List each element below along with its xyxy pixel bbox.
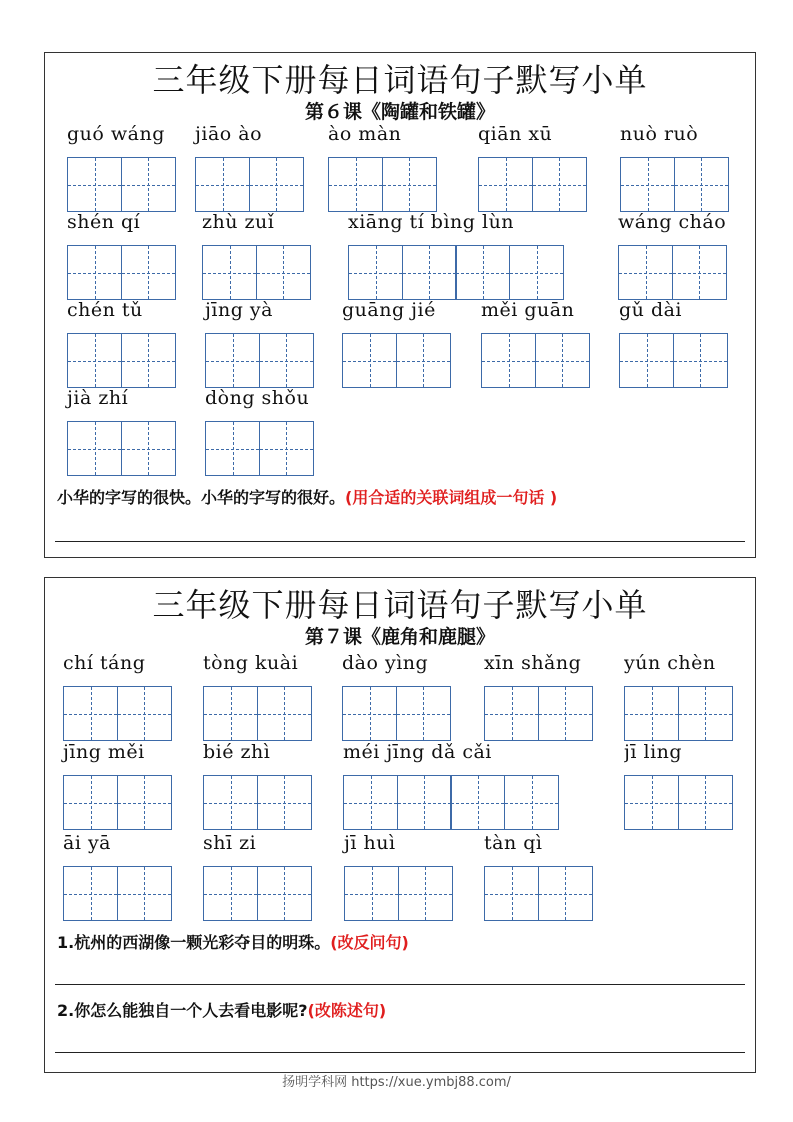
tianzige-cell[interactable] bbox=[121, 333, 176, 388]
pinyin-label: tàn qì bbox=[484, 832, 543, 854]
tianzige-cell[interactable] bbox=[67, 333, 122, 388]
question-2-text: 2.你怎么能独自一个人去看电影呢? bbox=[57, 1001, 308, 1020]
pinyin-label: jīng yà bbox=[205, 299, 273, 321]
pinyin-label: guó wáng bbox=[67, 123, 165, 145]
tianzige-cell[interactable] bbox=[450, 775, 505, 830]
writing-grid bbox=[342, 686, 451, 741]
tianzige-cell[interactable] bbox=[63, 866, 118, 921]
question-1-text: 1.杭州的西湖像一颗光彩夺目的明珠。 bbox=[57, 933, 331, 952]
tianzige-cell[interactable] bbox=[117, 686, 172, 741]
tianzige-cell[interactable] bbox=[678, 686, 733, 741]
sentence-text: 小华的字写的很快。小华的字写的很好。 bbox=[57, 488, 346, 507]
tianzige-cell[interactable] bbox=[257, 686, 312, 741]
tianzige-cell[interactable] bbox=[202, 245, 257, 300]
pinyin-label: bié zhì bbox=[203, 741, 271, 763]
answer-line-1[interactable] bbox=[55, 984, 745, 985]
tianzige-cell[interactable] bbox=[398, 866, 453, 921]
tianzige-cell[interactable] bbox=[535, 333, 590, 388]
tianzige-cell[interactable] bbox=[203, 686, 258, 741]
tianzige-cell[interactable] bbox=[478, 157, 533, 212]
pinyin-label: jī ling bbox=[624, 741, 683, 763]
tianzige-cell[interactable] bbox=[205, 421, 260, 476]
worksheet-title: 三年级下册每日词语句子默写小单 bbox=[152, 586, 648, 624]
pinyin-label: nuò ruò bbox=[620, 123, 699, 145]
tianzige-cell[interactable] bbox=[259, 333, 314, 388]
tianzige-cell[interactable] bbox=[257, 866, 312, 921]
tianzige-cell[interactable] bbox=[620, 157, 675, 212]
tianzige-cell[interactable] bbox=[396, 333, 451, 388]
tianzige-cell[interactable] bbox=[402, 245, 457, 300]
writing-grid bbox=[342, 333, 451, 388]
tianzige-cell[interactable] bbox=[382, 157, 437, 212]
question-1-instruction: (改反问句) bbox=[330, 933, 409, 952]
tianzige-cell[interactable] bbox=[342, 686, 397, 741]
pinyin-label: guāng jié bbox=[342, 299, 436, 321]
tianzige-cell[interactable] bbox=[484, 686, 539, 741]
pinyin-label: jià zhí bbox=[67, 387, 129, 409]
question-2 bbox=[57, 998, 386, 1021]
tianzige-cell[interactable] bbox=[256, 245, 311, 300]
tianzige-cell[interactable] bbox=[618, 245, 673, 300]
pinyin-label: qiān xū bbox=[478, 123, 553, 145]
writing-grid bbox=[203, 775, 312, 830]
writing-grid bbox=[478, 157, 587, 212]
answer-line-2[interactable] bbox=[55, 1052, 745, 1053]
pinyin-label: zhù zuǐ bbox=[202, 211, 275, 233]
sentence-instruction: (用合适的关联词组成一句话 ) bbox=[345, 488, 558, 507]
tianzige-cell[interactable] bbox=[257, 775, 312, 830]
tianzige-cell[interactable] bbox=[538, 686, 593, 741]
writing-grid bbox=[203, 686, 312, 741]
tianzige-cell[interactable] bbox=[619, 333, 674, 388]
tianzige-cell[interactable] bbox=[117, 775, 172, 830]
footer-watermark: 扬明学科网 https://xue.ymbj88.com/ bbox=[282, 1075, 511, 1090]
tianzige-cell[interactable] bbox=[121, 245, 176, 300]
tianzige-cell[interactable] bbox=[672, 245, 727, 300]
tianzige-cell[interactable] bbox=[455, 245, 510, 300]
tianzige-cell[interactable] bbox=[624, 775, 679, 830]
pinyin-label: āi yā bbox=[63, 832, 112, 854]
tianzige-cell[interactable] bbox=[484, 866, 539, 921]
tianzige-cell[interactable] bbox=[121, 157, 176, 212]
tianzige-cell[interactable] bbox=[678, 775, 733, 830]
writing-grid bbox=[619, 333, 728, 388]
writing-grid bbox=[67, 421, 176, 476]
tianzige-cell[interactable] bbox=[195, 157, 250, 212]
tianzige-cell[interactable] bbox=[343, 775, 398, 830]
pinyin-label: yún chèn bbox=[624, 652, 716, 674]
tianzige-cell[interactable] bbox=[538, 866, 593, 921]
tianzige-cell[interactable] bbox=[67, 421, 122, 476]
pinyin-label: tòng kuài bbox=[203, 652, 299, 674]
pinyin-label: jiāo ào bbox=[195, 123, 263, 145]
tianzige-cell[interactable] bbox=[624, 686, 679, 741]
tianzige-cell[interactable] bbox=[121, 421, 176, 476]
writing-grid bbox=[67, 333, 176, 388]
tianzige-cell[interactable] bbox=[504, 775, 559, 830]
pinyin-label: jī huì bbox=[344, 832, 396, 854]
tianzige-cell[interactable] bbox=[63, 775, 118, 830]
tianzige-cell[interactable] bbox=[481, 333, 536, 388]
worksheet-title: 三年级下册每日词语句子默写小单 bbox=[152, 61, 648, 99]
tianzige-cell[interactable] bbox=[674, 157, 729, 212]
pinyin-label: gǔ dài bbox=[619, 299, 683, 321]
pinyin-label: chén tǔ bbox=[67, 299, 143, 321]
tianzige-cell[interactable] bbox=[509, 245, 564, 300]
tianzige-cell[interactable] bbox=[63, 686, 118, 741]
tianzige-cell[interactable] bbox=[249, 157, 304, 212]
writing-grid bbox=[484, 686, 593, 741]
writing-grid bbox=[63, 775, 172, 830]
tianzige-cell[interactable] bbox=[67, 157, 122, 212]
question-1 bbox=[57, 930, 409, 953]
pinyin-label: měi guān bbox=[481, 299, 575, 321]
tianzige-cell[interactable] bbox=[117, 866, 172, 921]
writing-grid bbox=[67, 245, 176, 300]
tianzige-cell[interactable] bbox=[67, 245, 122, 300]
tianzige-cell[interactable] bbox=[673, 333, 728, 388]
answer-line[interactable] bbox=[55, 541, 745, 542]
pinyin-label: dào yìng bbox=[342, 652, 429, 674]
tianzige-cell[interactable] bbox=[532, 157, 587, 212]
tianzige-cell[interactable] bbox=[328, 157, 383, 212]
writing-grid bbox=[328, 157, 437, 212]
tianzige-cell[interactable] bbox=[397, 775, 452, 830]
tianzige-cell[interactable] bbox=[203, 866, 258, 921]
writing-grid bbox=[484, 866, 593, 921]
tianzige-cell[interactable] bbox=[205, 333, 260, 388]
writing-grid bbox=[624, 686, 733, 741]
tianzige-cell[interactable] bbox=[348, 245, 403, 300]
pinyin-label: shī zi bbox=[203, 832, 257, 854]
pinyin-label: jīng měi bbox=[63, 741, 145, 763]
tianzige-cell[interactable] bbox=[203, 775, 258, 830]
writing-grid bbox=[67, 157, 176, 212]
lesson-subtitle: 第６课《陶罐和铁罐》 bbox=[304, 101, 495, 123]
lesson-subtitle: 第７课《鹿角和鹿腿》 bbox=[304, 626, 495, 648]
writing-grid bbox=[195, 157, 304, 212]
writing-grid bbox=[624, 775, 733, 830]
writing-grid bbox=[481, 333, 590, 388]
writing-grid bbox=[205, 421, 314, 476]
pinyin-label: chí táng bbox=[63, 652, 146, 674]
tianzige-cell[interactable] bbox=[342, 333, 397, 388]
writing-grid bbox=[344, 866, 453, 921]
writing-grid bbox=[618, 245, 727, 300]
writing-grid bbox=[203, 866, 312, 921]
tianzige-cell[interactable] bbox=[344, 866, 399, 921]
pinyin-label: xiāng tí bìng lùn bbox=[348, 211, 515, 233]
pinyin-label: dòng shǒu bbox=[205, 387, 310, 409]
question-2-instruction: (改陈述句) bbox=[307, 1001, 387, 1020]
pinyin-label: méi jīng dǎ cǎi bbox=[343, 741, 492, 763]
worksheet-lesson-7 bbox=[44, 577, 756, 1073]
pinyin-label: ào màn bbox=[328, 123, 402, 145]
sentence-task bbox=[57, 485, 557, 508]
writing-grid bbox=[348, 245, 564, 300]
pinyin-label: xīn shǎng bbox=[484, 652, 582, 674]
writing-grid bbox=[620, 157, 729, 212]
writing-grid bbox=[63, 686, 172, 741]
worksheet-lesson-6 bbox=[44, 52, 756, 558]
writing-grid bbox=[63, 866, 172, 921]
pinyin-label: shén qí bbox=[67, 211, 141, 233]
tianzige-cell[interactable] bbox=[259, 421, 314, 476]
writing-grid bbox=[205, 333, 314, 388]
writing-grid bbox=[343, 775, 559, 830]
pinyin-label: wáng cháo bbox=[618, 211, 727, 233]
writing-grid bbox=[202, 245, 311, 300]
tianzige-cell[interactable] bbox=[396, 686, 451, 741]
